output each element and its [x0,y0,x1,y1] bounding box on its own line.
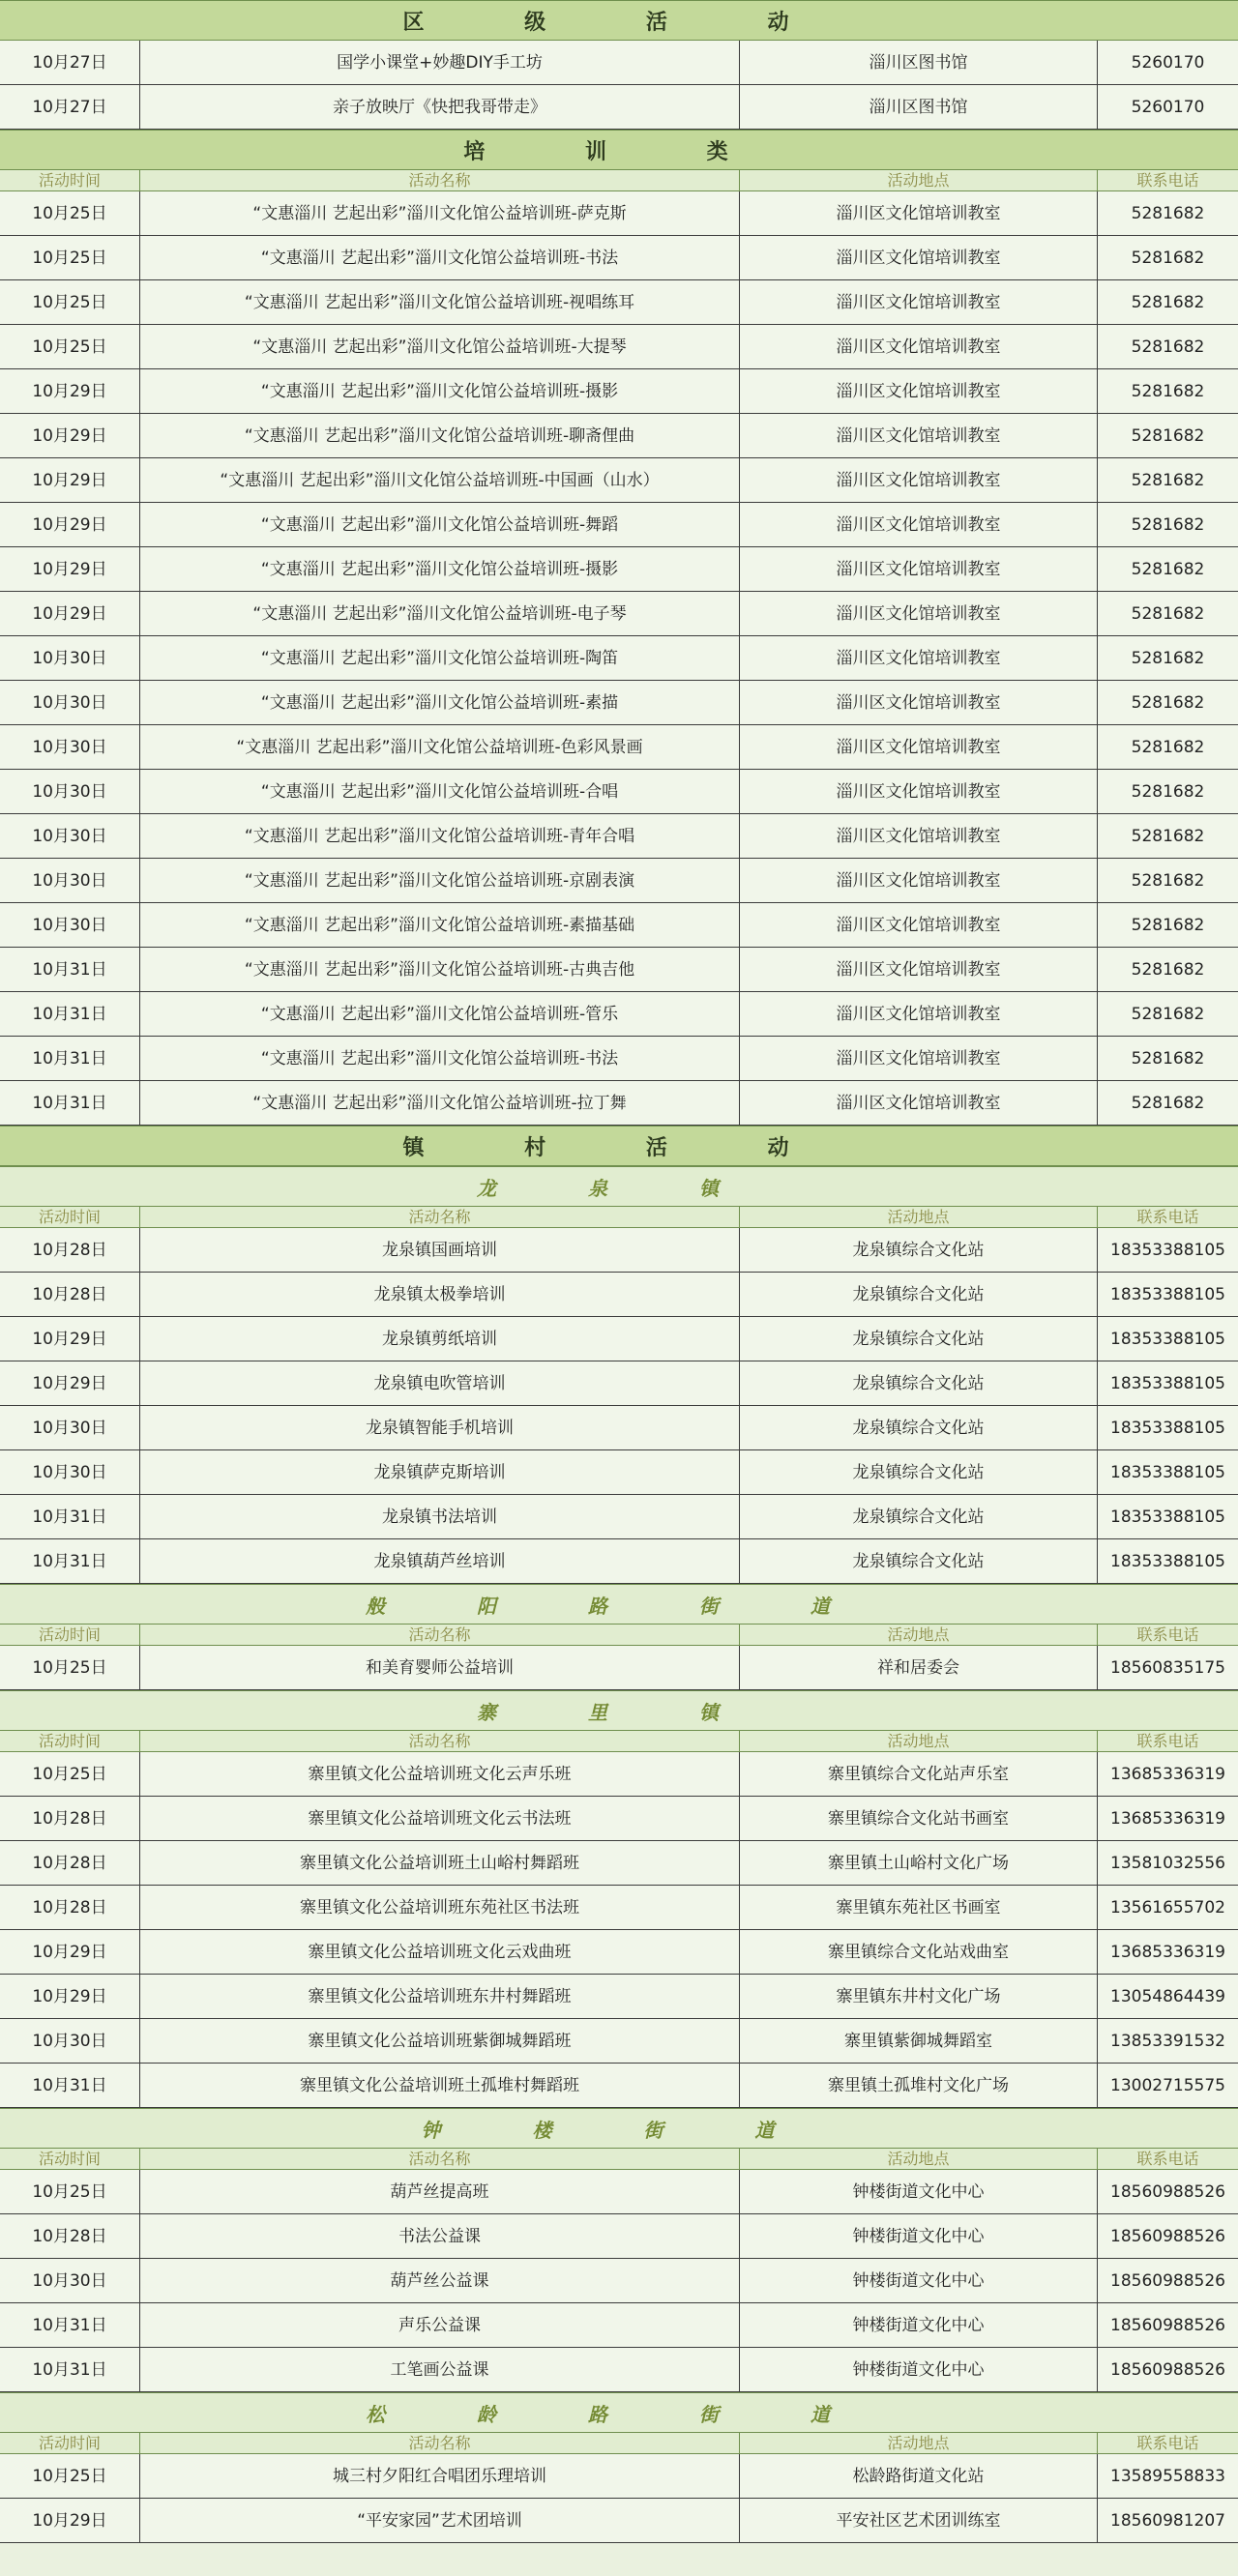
cell-phone: 18560988526 [1110,2271,1225,2291]
table-row [0,592,1238,636]
cell-place: 淄川区文化馆培训教室 [740,592,1098,635]
cell-phone: 18353388105 [1110,1552,1225,1571]
cell-place: 淄川区文化馆培训教室 [740,725,1098,769]
column-header-row [0,170,1238,191]
cell-name: 葫芦丝公益课 [140,2259,740,2302]
table-row [0,414,1238,458]
cell-time: 10月29日 [0,414,140,457]
cell-place: 淄川区文化馆培训教室 [740,636,1098,680]
cell-name: 龙泉镇太极拳培训 [140,1273,740,1316]
cell-place: 龙泉镇综合文化站 [740,1361,1098,1405]
table-row [0,1752,1238,1797]
cell-place: 龙泉镇综合文化站 [740,1406,1098,1449]
cell-place: 钟楼街道文化中心 [740,2348,1098,2391]
cell-phone: 5281682 [1131,960,1205,980]
cell-name: “文惠淄川 艺起出彩”淄川文化馆公益培训班-古典吉他 [140,948,740,991]
cell-time: 10月31日 [0,1081,140,1125]
column-header-time: 活动时间 [0,2149,140,2170]
cell-time: 10月30日 [0,725,140,769]
cell-name: 葫芦丝提高班 [140,2170,740,2213]
cell-time: 10月31日 [0,1539,140,1583]
cell-name: 寨里镇文化公益培训班文化云声乐班 [140,1752,740,1796]
table-row [0,2348,1238,2392]
cell-name: 龙泉镇国画培训 [140,1228,740,1272]
cell-phone: 18560988526 [1110,2182,1225,2202]
cell-name: 寨里镇文化公益培训班文化云戏曲班 [140,1930,740,1974]
column-header-phone: 联系电话 [1136,2434,1199,2452]
cell-time: 10月31日 [0,1037,140,1080]
column-header-time: 活动时间 [0,170,140,191]
cell-phone: 18353388105 [1110,1241,1225,1260]
table-row [0,280,1238,325]
cell-time: 10月25日 [0,325,140,368]
table-row [0,1406,1238,1450]
cell-place: 寨里镇综合文化站戏曲室 [740,1930,1098,1974]
cell-phone: 18560988526 [1110,2360,1225,2380]
cell-phone: 5281682 [1131,293,1205,312]
cell-name: “文惠淄川 艺起出彩”淄川文化馆公益培训班-书法 [140,1037,740,1080]
cell-time: 10月30日 [0,859,140,902]
cell-name: 声乐公益课 [140,2303,740,2347]
cell-time: 10月29日 [0,1361,140,1405]
cell-name: 寨里镇文化公益培训班紫御城舞蹈班 [140,2019,740,2063]
cell-name: 寨里镇文化公益培训班东井村舞蹈班 [140,1975,740,2018]
cell-time: 10月31日 [0,2303,140,2347]
table-row [0,2499,1238,2543]
cell-time: 10月30日 [0,1450,140,1494]
cell-place: 寨里镇东井村文化广场 [740,1975,1098,2018]
cell-phone: 18353388105 [1110,1419,1225,1438]
cell-name: “文惠淄川 艺起出彩”淄川文化馆公益培训班-书法 [140,236,740,279]
table-row [0,191,1238,236]
cell-place: 淄川区文化馆培训教室 [740,547,1098,591]
section-title: 钟 楼 街 道 [0,2108,1238,2149]
cell-place: 龙泉镇综合文化站 [740,1539,1098,1583]
table-row [0,325,1238,369]
cell-place: 寨里镇紫御城舞蹈室 [740,2019,1098,2063]
cell-place: 钟楼街道文化中心 [740,2170,1098,2213]
cell-time: 10月25日 [0,2454,140,2498]
table-row [0,725,1238,770]
cell-phone: 13685336319 [1110,1809,1225,1829]
cell-phone: 5281682 [1131,782,1205,802]
cell-name: 龙泉镇葫芦丝培训 [140,1539,740,1583]
cell-name: 寨里镇文化公益培训班文化云书法班 [140,1797,740,1840]
cell-name: 书法公益课 [140,2214,740,2258]
column-header-place: 活动地点 [740,170,1098,191]
cell-place: 淄川区文化馆培训教室 [740,458,1098,502]
cell-phone: 13581032556 [1110,1854,1225,1873]
cell-place: 淄川区文化馆培训教室 [740,1037,1098,1080]
cell-name: 龙泉镇萨克斯培训 [140,1450,740,1494]
column-header-name: 活动名称 [140,1625,740,1646]
cell-name: 亲子放映厅《快把我哥带走》 [140,85,740,129]
cell-name: 龙泉镇书法培训 [140,1495,740,1538]
column-header-place: 活动地点 [740,1731,1098,1752]
cell-time: 10月31日 [0,2348,140,2391]
column-header-time: 活动时间 [0,1207,140,1228]
column-header-time: 活动时间 [0,2433,140,2454]
column-header-place: 活动地点 [740,1207,1098,1228]
cell-name: “文惠淄川 艺起出彩”淄川文化馆公益培训班-京剧表演 [140,859,740,902]
cell-phone: 5281682 [1131,649,1205,668]
column-header-place: 活动地点 [740,1625,1098,1646]
cell-name: “文惠淄川 艺起出彩”淄川文化馆公益培训班-摄影 [140,547,740,591]
cell-place: 松龄路街道文化站 [740,2454,1098,2498]
cell-phone: 18560988526 [1110,2227,1225,2246]
cell-time: 10月30日 [0,903,140,947]
cell-phone: 18353388105 [1110,1508,1225,1527]
table-row [0,1646,1238,1690]
table-row [0,1841,1238,1886]
cell-phone: 5281682 [1131,916,1205,935]
cell-time: 10月30日 [0,2019,140,2063]
cell-phone: 18353388105 [1110,1285,1225,1304]
cell-place: 钟楼街道文化中心 [740,2259,1098,2302]
column-header-name: 活动名称 [140,2149,740,2170]
table-row [0,903,1238,948]
cell-phone: 13561655702 [1110,1898,1225,1917]
cell-phone: 13685336319 [1110,1765,1225,1784]
table-row [0,948,1238,992]
cell-place: 寨里镇土孤堆村文化广场 [740,2064,1098,2107]
column-header-row [0,1625,1238,1646]
cell-time: 10月30日 [0,681,140,724]
cell-phone: 5281682 [1131,560,1205,579]
table-row [0,1797,1238,1841]
table-row [0,2214,1238,2259]
section-title: 镇 村 活 动 [0,1126,1238,1166]
cell-place: 淄川区文化馆培训教室 [740,503,1098,546]
cell-place: 龙泉镇综合文化站 [740,1450,1098,1494]
table-row [0,458,1238,503]
cell-time: 10月27日 [0,41,140,84]
column-header-phone: 联系电话 [1136,171,1199,190]
cell-name: “文惠淄川 艺起出彩”淄川文化馆公益培训班-聊斋俚曲 [140,414,740,457]
cell-time: 10月28日 [0,2214,140,2258]
cell-time: 10月28日 [0,1228,140,1272]
table-row [0,1975,1238,2019]
column-header-name: 活动名称 [140,2433,740,2454]
cell-phone: 18353388105 [1110,1330,1225,1349]
cell-name: 寨里镇文化公益培训班东苑社区书法班 [140,1886,740,1929]
cell-time: 10月29日 [0,2499,140,2542]
cell-name: 龙泉镇电吹管培训 [140,1361,740,1405]
column-header-time: 活动时间 [0,1731,140,1752]
cell-place: 龙泉镇综合文化站 [740,1273,1098,1316]
cell-name: “文惠淄川 艺起出彩”淄川文化馆公益培训班-色彩风景画 [140,725,740,769]
table-row [0,1228,1238,1273]
cell-time: 10月30日 [0,770,140,813]
cell-name: 城三村夕阳红合唱团乐理培训 [140,2454,740,2498]
cell-phone: 5281682 [1131,1094,1205,1113]
table-row [0,1037,1238,1081]
cell-name: “文惠淄川 艺起出彩”淄川文化馆公益培训班-电子琴 [140,592,740,635]
cell-name: “文惠淄川 艺起出彩”淄川文化馆公益培训班-合唱 [140,770,740,813]
column-header-phone: 联系电话 [1136,1208,1199,1226]
column-header-phone: 联系电话 [1136,1625,1199,1644]
cell-place: 淄川区文化馆培训教室 [740,236,1098,279]
column-header-row [0,1731,1238,1752]
cell-phone: 13685336319 [1110,1943,1225,1962]
cell-phone: 5281682 [1131,382,1205,401]
cell-time: 10月25日 [0,280,140,324]
cell-place: 钟楼街道文化中心 [740,2214,1098,2258]
cell-phone: 18560981207 [1110,2511,1225,2531]
table-row [0,547,1238,592]
cell-phone: 13054864439 [1110,1987,1225,2006]
cell-name: “文惠淄川 艺起出彩”淄川文化馆公益培训班-陶笛 [140,636,740,680]
cell-phone: 5281682 [1131,827,1205,846]
cell-place: 龙泉镇综合文化站 [740,1317,1098,1361]
cell-time: 10月29日 [0,369,140,413]
cell-time: 10月30日 [0,636,140,680]
cell-time: 10月25日 [0,1752,140,1796]
cell-time: 10月31日 [0,992,140,1036]
cell-name: 和美育婴师公益培训 [140,1646,740,1689]
section-title: 寨 里 镇 [0,1690,1238,1731]
table-row [0,369,1238,414]
table-row [0,770,1238,814]
cell-time: 10月31日 [0,948,140,991]
table-row [0,503,1238,547]
cell-phone: 5281682 [1131,604,1205,624]
table-row [0,2303,1238,2348]
cell-phone: 5260170 [1131,53,1205,73]
cell-time: 10月25日 [0,1646,140,1689]
cell-time: 10月29日 [0,1975,140,2018]
table-row [0,1273,1238,1317]
cell-place: 淄川区文化馆培训教室 [740,1081,1098,1125]
cell-phone: 5281682 [1131,337,1205,357]
table-row [0,1495,1238,1539]
cell-place: 淄川区文化馆培训教室 [740,859,1098,902]
cell-phone: 5281682 [1131,249,1205,268]
cell-name: 寨里镇文化公益培训班土孤堆村舞蹈班 [140,2064,740,2107]
table-row [0,2064,1238,2108]
table-row [0,1886,1238,1930]
cell-time: 10月29日 [0,458,140,502]
cell-place: 龙泉镇综合文化站 [740,1495,1098,1538]
cell-place: 平安社区艺术团训练室 [740,2499,1098,2542]
table-row [0,1317,1238,1361]
column-header-phone: 联系电话 [1136,1732,1199,1750]
cell-time: 10月30日 [0,814,140,858]
cell-time: 10月29日 [0,1930,140,1974]
cell-phone: 18353388105 [1110,1374,1225,1393]
cell-name: “文惠淄川 艺起出彩”淄川文化馆公益培训班-拉丁舞 [140,1081,740,1125]
cell-phone: 18560988526 [1110,2316,1225,2335]
cell-place: 淄川区文化馆培训教室 [740,770,1098,813]
cell-place: 寨里镇东苑社区书画室 [740,1886,1098,1929]
table-row [0,636,1238,681]
cell-name: “文惠淄川 艺起出彩”淄川文化馆公益培训班-萨克斯 [140,191,740,235]
table-row [0,2170,1238,2214]
column-header-time: 活动时间 [0,1625,140,1646]
column-header-row [0,2433,1238,2454]
table-row [0,236,1238,280]
table-row [0,2019,1238,2064]
cell-place: 龙泉镇综合文化站 [740,1228,1098,1272]
cell-time: 10月31日 [0,2064,140,2107]
cell-name: 国学小课堂+妙趣DIY手工坊 [140,41,740,84]
section-title: 区 级 活 动 [0,0,1238,41]
section-title: 龙 泉 镇 [0,1166,1238,1207]
cell-place: 寨里镇综合文化站声乐室 [740,1752,1098,1796]
cell-place: 寨里镇综合文化站书画室 [740,1797,1098,1840]
cell-place: 淄川区文化馆培训教室 [740,681,1098,724]
cell-place: 淄川区文化馆培训教室 [740,814,1098,858]
cell-phone: 5281682 [1131,1005,1205,1024]
cell-time: 10月25日 [0,236,140,279]
cell-name: 寨里镇文化公益培训班土山峪村舞蹈班 [140,1841,740,1885]
table-row [0,1450,1238,1495]
cell-place: 祥和居委会 [740,1646,1098,1689]
section-title: 松 龄 路 街 道 [0,2392,1238,2433]
cell-time: 10月29日 [0,1317,140,1361]
cell-phone: 5281682 [1131,204,1205,223]
cell-time: 10月29日 [0,503,140,546]
table-row [0,859,1238,903]
cell-time: 10月30日 [0,1406,140,1449]
cell-name: 工笔画公益课 [140,2348,740,2391]
cell-name: “文惠淄川 艺起出彩”淄川文化馆公益培训班-青年合唱 [140,814,740,858]
cell-phone: 18560835175 [1110,1658,1225,1678]
cell-place: 淄川区文化馆培训教室 [740,191,1098,235]
cell-name: “文惠淄川 艺起出彩”淄川文化馆公益培训班-大提琴 [140,325,740,368]
section-title: 培 训 类 [0,130,1238,170]
cell-time: 10月27日 [0,85,140,129]
cell-place: 淄川区文化馆培训教室 [740,280,1098,324]
cell-phone: 18353388105 [1110,1463,1225,1482]
cell-place: 淄川区文化馆培训教室 [740,992,1098,1036]
table-row [0,1930,1238,1975]
cell-name: “文惠淄川 艺起出彩”淄川文化馆公益培训班-舞蹈 [140,503,740,546]
cell-time: 10月29日 [0,547,140,591]
cell-place: 淄川区文化馆培训教室 [740,903,1098,947]
column-header-row [0,1207,1238,1228]
cell-phone: 5281682 [1131,426,1205,446]
cell-phone: 13589558833 [1110,2467,1225,2486]
cell-name: “文惠淄川 艺起出彩”淄川文化馆公益培训班-管乐 [140,992,740,1036]
table-row [0,2259,1238,2303]
cell-place: 钟楼街道文化中心 [740,2303,1098,2347]
cell-name: 龙泉镇智能手机培训 [140,1406,740,1449]
cell-place: 淄川区文化馆培训教室 [740,948,1098,991]
cell-phone: 5281682 [1131,693,1205,713]
cell-name: “文惠淄川 艺起出彩”淄川文化馆公益培训班-视唱练耳 [140,280,740,324]
table-row [0,992,1238,1037]
cell-name: 龙泉镇剪纸培训 [140,1317,740,1361]
table-row [0,85,1238,130]
cell-name: “文惠淄川 艺起出彩”淄川文化馆公益培训班-素描 [140,681,740,724]
cell-time: 10月28日 [0,1797,140,1840]
cell-place: 淄川区文化馆培训教室 [740,325,1098,368]
cell-name: “文惠淄川 艺起出彩”淄川文化馆公益培训班-中国画（山水） [140,458,740,502]
column-header-row [0,2149,1238,2170]
column-header-place: 活动地点 [740,2433,1098,2454]
column-header-name: 活动名称 [140,170,740,191]
column-header-place: 活动地点 [740,2149,1098,2170]
section-title: 般 阳 路 街 道 [0,1584,1238,1625]
cell-name: “文惠淄川 艺起出彩”淄川文化馆公益培训班-素描基础 [140,903,740,947]
cell-time: 10月28日 [0,1841,140,1885]
cell-phone: 5281682 [1131,515,1205,535]
cell-phone: 5260170 [1131,98,1205,117]
cell-phone: 5281682 [1131,871,1205,891]
cell-time: 10月31日 [0,1495,140,1538]
table-row [0,681,1238,725]
cell-phone: 5281682 [1131,738,1205,757]
table-row [0,1361,1238,1406]
cell-time: 10月28日 [0,1273,140,1316]
column-header-name: 活动名称 [140,1731,740,1752]
cell-phone: 5281682 [1131,1049,1205,1068]
table-row [0,1539,1238,1584]
cell-place: 淄川区文化馆培训教室 [740,369,1098,413]
cell-name: “文惠淄川 艺起出彩”淄川文化馆公益培训班-摄影 [140,369,740,413]
cell-phone: 5281682 [1131,471,1205,490]
cell-place: 淄川区文化馆培训教室 [740,414,1098,457]
table-row [0,1081,1238,1126]
table-row [0,814,1238,859]
column-header-name: 活动名称 [140,1207,740,1228]
cell-phone: 13853391532 [1110,2032,1225,2051]
column-header-phone: 联系电话 [1136,2150,1199,2168]
cell-time: 10月28日 [0,1886,140,1929]
cell-place: 淄川区图书馆 [740,85,1098,129]
cell-phone: 13002715575 [1110,2076,1225,2095]
table-row [0,2454,1238,2499]
cell-time: 10月25日 [0,191,140,235]
cell-place: 寨里镇土山峪村文化广场 [740,1841,1098,1885]
cell-name: “平安家园”艺术团培训 [140,2499,740,2542]
cell-time: 10月25日 [0,2170,140,2213]
cell-time: 10月30日 [0,2259,140,2302]
table-row [0,41,1238,85]
cell-time: 10月29日 [0,592,140,635]
cell-place: 淄川区图书馆 [740,41,1098,84]
